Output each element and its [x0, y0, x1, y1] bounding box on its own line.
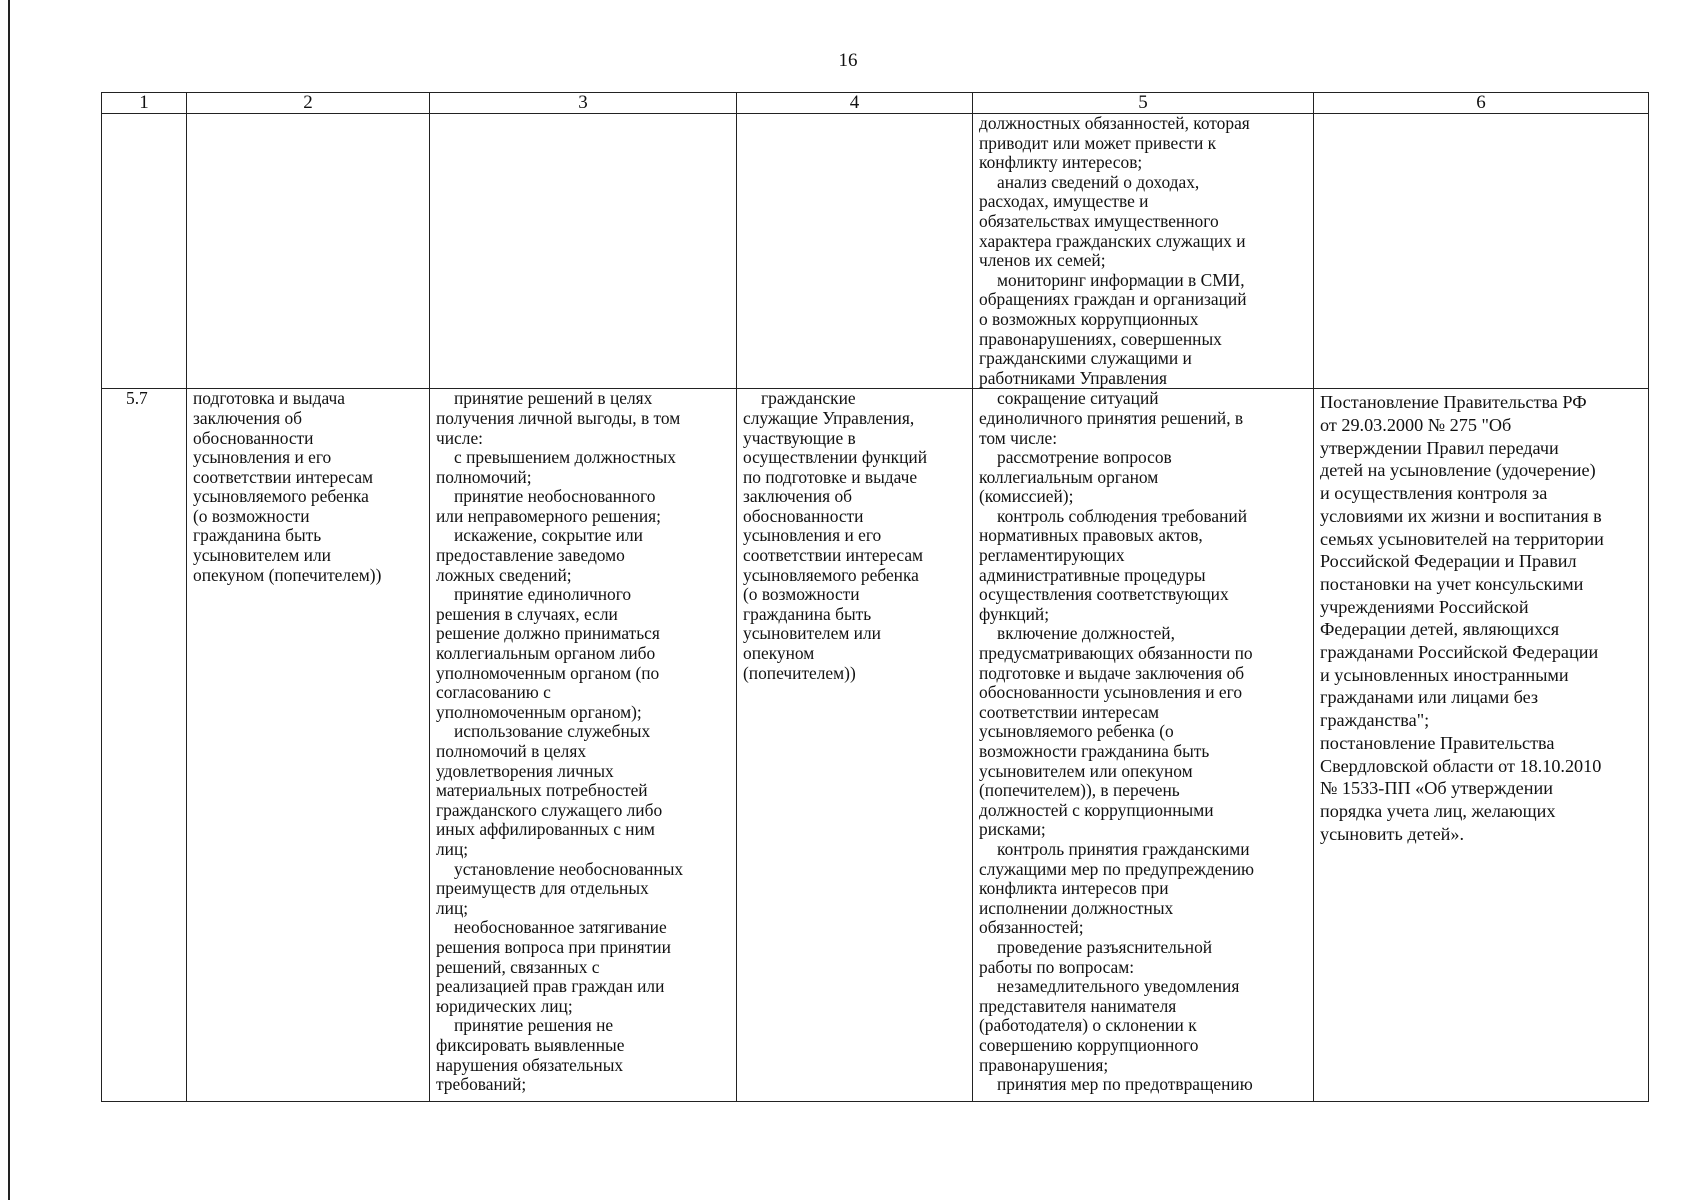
text-line: должностных обязанностей, которая — [979, 113, 1250, 133]
text-line: представителя нанимателя — [979, 995, 1177, 1016]
text-line: усыновляемого ребенка (о — [979, 721, 1174, 742]
text-line: обоснованности усыновления и его — [979, 682, 1243, 703]
header-row — [102, 93, 1649, 114]
text-line: (попечителем)) — [743, 662, 856, 683]
text-line: уполномоченным органом); — [436, 701, 642, 722]
header-col-4: 4 — [737, 93, 973, 114]
text-line: предусматривающих обязанности по — [979, 643, 1253, 664]
text-line: гражданина быть — [743, 603, 872, 624]
text-line: анализ сведений о доходах, — [997, 171, 1200, 192]
text-line: принятие единоличного — [454, 584, 632, 605]
text-line: осуществления соответствующих — [979, 584, 1229, 605]
risk-description-cell — [430, 389, 737, 1102]
text-line: использование служебных — [454, 721, 651, 742]
text-line: удовлетворения личных — [436, 760, 614, 781]
text-line: исполнении должностных — [979, 897, 1174, 918]
text-line: ложных сведений; — [436, 564, 572, 585]
text-line: уполномоченным органом (по — [436, 662, 660, 683]
risk-table — [101, 92, 1649, 1102]
table-row-5-7 — [102, 389, 1649, 1102]
text-line: приводит или может привести к — [979, 132, 1217, 153]
text-line: (комиссией); — [979, 486, 1074, 507]
text-line: или неправомерного решения; — [436, 505, 661, 526]
text-line: семьях усыновителей на территории — [1320, 528, 1604, 549]
text-line: порядка учета лиц, желающих — [1320, 800, 1556, 821]
text-line: лиц; — [436, 838, 469, 859]
text-line: мониторинг информации в СМИ, — [997, 269, 1245, 290]
text-line: заключения об — [193, 407, 303, 428]
text-line: гражданского служащего либо — [436, 799, 663, 820]
text-line: усыновляемого ребенка — [743, 564, 919, 585]
text-line: (работодателя) о склонении к — [979, 1015, 1197, 1036]
text-line: служащие Управления, — [743, 407, 915, 428]
text-line: гражданские — [761, 388, 856, 409]
text-line: единоличного принятия решений, в — [979, 407, 1244, 428]
text-line: материальных потребностей — [436, 780, 648, 801]
text-line: по подготовке и выдаче — [743, 466, 918, 487]
text-line: требований; — [436, 1074, 527, 1095]
text-line: усыновителем или — [743, 623, 881, 644]
text-line: решения вопроса при принятии — [436, 936, 671, 957]
text-line: нарушения обязательных — [436, 1054, 624, 1075]
continuation-row — [102, 114, 1649, 389]
text-line: обоснованности — [743, 505, 864, 526]
text-line: предоставление заведомо — [436, 545, 625, 566]
text-line: усыновить детей». — [1320, 823, 1465, 844]
text-line: соответствии интересам — [193, 466, 374, 487]
text-line: принятие решений в целях — [454, 388, 653, 409]
text-line: детей на усыновление (удочерение) — [1320, 460, 1596, 481]
text-line: обоснованности — [193, 427, 314, 448]
text-line: решения в случаях, если — [436, 603, 618, 624]
text-line: утверждении Правил передачи — [1320, 437, 1559, 458]
text-line: гражданами или лицами без — [1320, 687, 1539, 708]
text-line: числе: — [436, 427, 484, 448]
cont-cell-2 — [187, 114, 430, 389]
text-line: рассмотрение вопросов — [997, 447, 1172, 468]
text-line: Свердловской области от 18.10.2010 — [1320, 755, 1602, 776]
text-line: решение должно приниматься — [436, 623, 660, 644]
text-line: получения личной выгоды, в том — [436, 407, 681, 428]
text-line: сокращение ситуаций — [997, 388, 1159, 409]
text-line: функций; — [979, 603, 1050, 624]
text-line: том числе: — [979, 427, 1058, 448]
text-line: реализацией прав граждан или — [436, 976, 665, 997]
text-line: юридических лиц; — [436, 995, 573, 1016]
text-line: условиями их жизни и воспитания в — [1320, 505, 1602, 526]
text-line: учреждениями Российской — [1320, 596, 1529, 617]
text-line: коллегиальным органом — [979, 466, 1159, 487]
text-line: искажение, сокрытие или — [454, 525, 643, 546]
text-line: обязательствах имущественного — [979, 210, 1219, 231]
text-line: подготовке и выдаче заключения об — [979, 662, 1245, 683]
page-number: 16 — [838, 50, 858, 71]
text-line: коллегиальным органом либо — [436, 643, 656, 664]
text-line: соответствии интересам — [743, 545, 924, 566]
text-line: преимуществ для отдельных — [436, 878, 649, 899]
text-line: усыновления и его — [743, 525, 882, 546]
text-line: работниками Управления — [979, 367, 1168, 388]
text-line: регламентирующих — [979, 545, 1125, 566]
header-col-3: 3 — [430, 93, 737, 114]
text-line: подготовка и выдача — [193, 388, 345, 409]
text-line: административные процедуры — [979, 564, 1206, 585]
text-line: Российской Федерации и Правил — [1320, 551, 1577, 572]
text-line: гражданами Российской Федерации — [1320, 642, 1599, 663]
cont-cell-4 — [737, 114, 973, 389]
legal-basis-cell — [1314, 389, 1649, 1102]
text-line: установление необоснованных — [454, 858, 684, 879]
scan-left-edge — [8, 0, 10, 1200]
text-line: служащими мер по предупреждению — [979, 858, 1255, 879]
text-line: совершению коррупционного — [979, 1034, 1199, 1055]
text-line: гражданства"; — [1320, 710, 1430, 731]
text-line: фиксировать выявленные — [436, 1034, 625, 1055]
text-line: Постановление Правительства РФ — [1320, 392, 1587, 413]
text-line: заключения об — [743, 486, 853, 507]
text-line: полномочий; — [436, 466, 532, 487]
text-line: опекуном — [743, 643, 815, 664]
text-line: обязанностей; — [979, 917, 1084, 938]
text-line: принятие необоснованного — [454, 486, 656, 507]
text-line: включение должностей, — [997, 623, 1175, 644]
text-line: работы по вопросам: — [979, 956, 1135, 977]
text-line: контроль принятия гражданскими — [997, 838, 1250, 859]
text-line: соответствии интересам — [979, 701, 1160, 722]
text-line: Федерации детей, являющихся — [1320, 619, 1560, 640]
text-line: гражданина быть — [193, 525, 322, 546]
text-line: о возможных коррупционных — [979, 308, 1199, 329]
text-line: осуществлении функций — [743, 447, 928, 468]
positions-cell — [737, 389, 973, 1102]
text-line: усыновителем или — [193, 545, 331, 566]
text-line: постановление Правительства — [1320, 732, 1555, 753]
cont-cell-3 — [430, 114, 737, 389]
text-line: усыновления и его — [193, 447, 332, 468]
text-line: расходах, имуществе и — [979, 191, 1149, 212]
text-line: правонарушения; — [979, 1054, 1109, 1075]
header-col-5: 5 — [973, 93, 1314, 114]
text-line: принятие решения не — [454, 1015, 614, 1036]
measures-cell — [973, 389, 1314, 1102]
text-line: нормативных правовых актов, — [979, 525, 1203, 546]
cont-cell-measures — [973, 114, 1314, 389]
header-col-6: 6 — [1314, 93, 1649, 114]
text-line: усыновителем или опекуном — [979, 760, 1193, 781]
row-number: 5.7 — [102, 389, 187, 1102]
text-line: полномочий в целях — [436, 741, 587, 761]
text-line: (о возможности — [193, 505, 310, 526]
text-line: гражданскими служащими и — [979, 348, 1192, 369]
text-line: контроль соблюдения требований — [997, 505, 1248, 526]
text-line: правонарушениях, совершенных — [979, 328, 1222, 349]
text-line: с превышением должностных — [454, 447, 676, 468]
text-line: опекуном (попечителем)) — [193, 564, 382, 585]
text-line: № 1533-ПП «Об утверждении — [1320, 778, 1553, 799]
text-line: обращениях граждан и организаций — [979, 289, 1247, 310]
text-line: принятия мер по предотвращению — [997, 1074, 1253, 1095]
cont-cell-6 — [1314, 114, 1649, 389]
text-line: от 29.03.2000 № 275 "Об — [1320, 415, 1512, 436]
text-line: лиц; — [436, 897, 469, 918]
text-line: рисками; — [979, 819, 1046, 840]
text-line: (о возможности — [743, 584, 860, 605]
text-line: необоснованное затягивание — [454, 917, 667, 938]
text-line: усыновляемого ребенка — [193, 486, 369, 507]
text-line: согласованию с — [436, 682, 551, 703]
text-line: конфликту интересов; — [979, 152, 1143, 173]
text-line: и осуществления контроля за — [1320, 483, 1548, 504]
text-line: участвующие в — [743, 427, 856, 448]
text-line: незамедлительного уведомления — [997, 976, 1240, 997]
text-line: проведение разъяснительной — [997, 936, 1213, 957]
header-col-1: 1 — [102, 93, 187, 114]
text-line: решений, связанных с — [436, 956, 600, 977]
text-line: характера гражданских служащих и — [979, 230, 1246, 251]
text-line: возможности гражданина быть — [979, 741, 1210, 761]
header-col-2: 2 — [187, 93, 430, 114]
text-line: и усыновленных иностранными — [1320, 664, 1569, 685]
function-cell — [187, 389, 430, 1102]
cont-cell-1 — [102, 114, 187, 389]
text-line: иных аффилированных с ним — [436, 819, 655, 840]
text-line: должностей с коррупционными — [979, 799, 1214, 820]
text-line: конфликта интересов при — [979, 878, 1169, 899]
text-line: постановки на учет консульскими — [1320, 573, 1584, 594]
text-line: членов их семей; — [979, 250, 1106, 271]
text-line: (попечителем)), в перечень — [979, 780, 1180, 801]
